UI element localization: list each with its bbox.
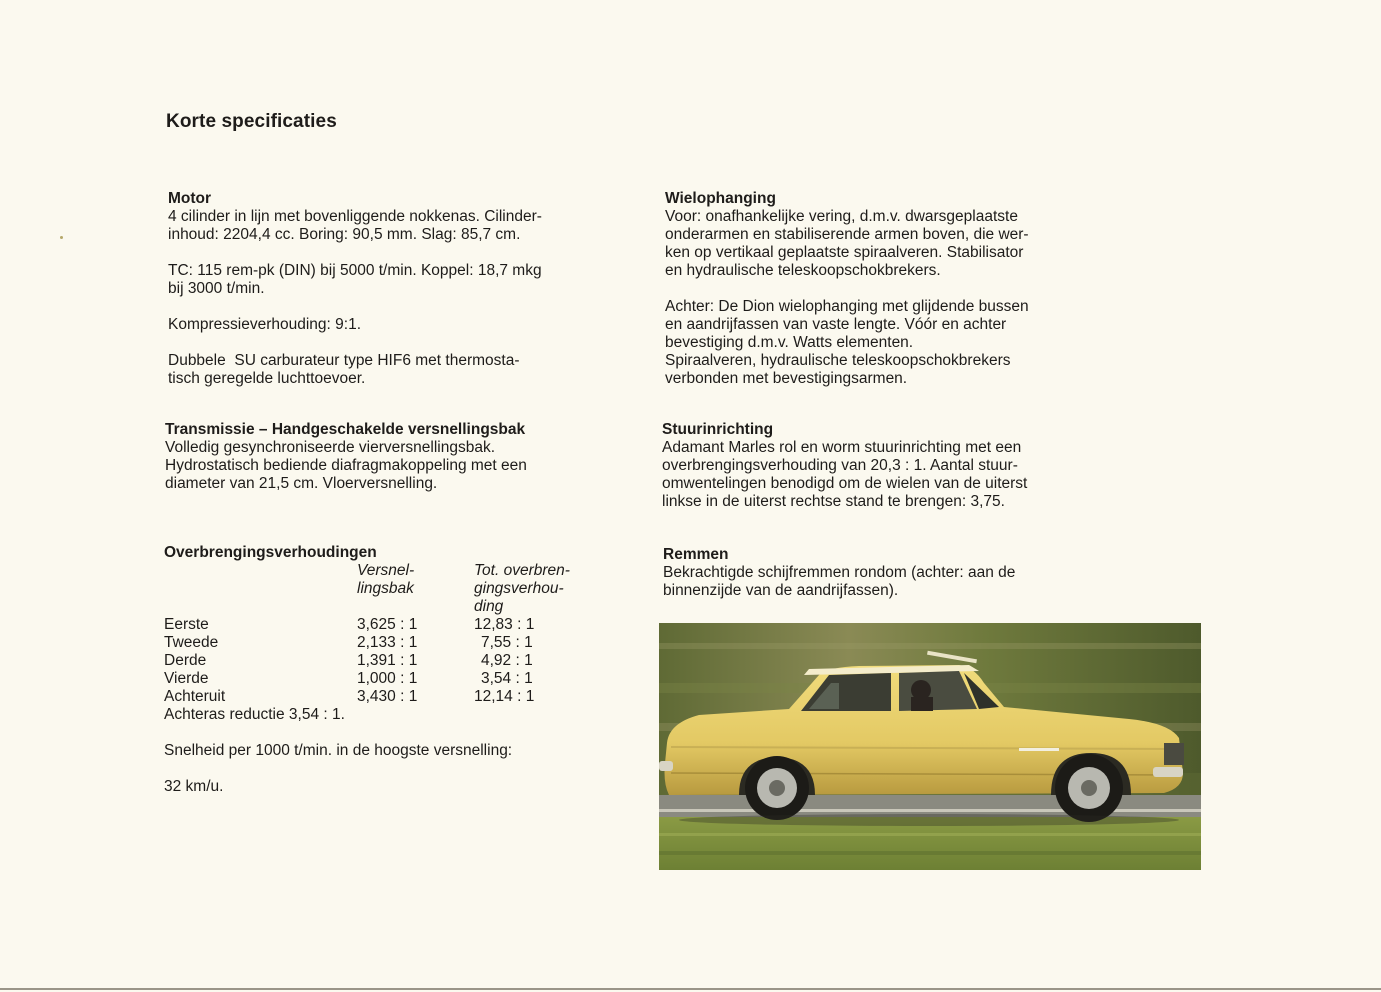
rear-suspension-line: Spiraalveren, hydraulische teleskoopschokbrekers <box>665 352 1011 369</box>
rear-suspension-line: bevestiging d.m.v. Watts elementen. <box>665 334 914 351</box>
gear-name: Eerste <box>164 616 209 633</box>
gear-table-header <box>164 562 594 616</box>
brakes-line: binnenzijde van de aandrijfassen). <box>663 582 899 599</box>
header-line: Tot. overbren- <box>474 562 570 579</box>
brakes-section <box>663 546 1093 600</box>
motor-tc-line: bij 3000 t/min. <box>168 280 265 297</box>
front-suspension <box>665 208 1095 280</box>
rear-suspension-line: verbonden met bevestigingsarmen. <box>665 370 908 387</box>
table-row <box>164 634 594 652</box>
transmission-section <box>165 421 615 493</box>
motor-power <box>168 262 618 298</box>
suspension-heading: Wielophanging <box>665 190 776 207</box>
speed-note: Snelheid per 1000 t/min. in de hoogste versnelling: <box>164 742 513 759</box>
gear-ratios-section <box>164 544 624 796</box>
gear-name: Tweede <box>164 634 219 651</box>
suspension-section <box>665 190 1095 388</box>
brakes-line: Bekrachtigde schijfremmen rondom (achter: aan de <box>663 564 1016 581</box>
motor-compression: Kompressieverhouding: 9:1. <box>168 316 362 333</box>
brakes-heading: Remmen <box>663 546 729 563</box>
transmission-heading: Transmissie – Handgeschakelde versnellingsbak <box>165 421 526 438</box>
steering-line: overbrengingsverhouding van 20,3 : 1. Aantal stuur- <box>662 457 1018 474</box>
transmission-description <box>165 439 615 493</box>
steering-description <box>662 439 1092 511</box>
motor-carb-line: Dubbele SU carburateur type HIF6 met thermosta- <box>168 352 520 369</box>
steering-line: omwentelingen benodigd om de wielen van de uiterst <box>662 475 1028 492</box>
gearbox-ratio: 1,391 : 1 <box>357 652 418 669</box>
rear-suspension-line: en aandrijfassen van vaste lengte. Vóór en achter <box>665 316 1007 333</box>
motor-line: inhoud: 2204,4 cc. Boring: 90,5 mm. Slag: 85,7 cm. <box>168 226 521 243</box>
paper-speck <box>60 236 63 239</box>
table-row <box>164 652 594 670</box>
gearbox-column-header <box>357 562 474 616</box>
total-ratio: 12,14 : 1 <box>474 688 535 705</box>
front-suspension-line: en hydraulische teleskoopschokbrekers. <box>665 262 941 279</box>
gearbox-ratio: 3,430 : 1 <box>357 688 418 705</box>
header-line: Versnel- <box>357 562 415 579</box>
brakes-description <box>663 564 1093 600</box>
total-ratio: 7,55 : 1 <box>481 634 533 651</box>
steering-section <box>662 421 1092 511</box>
gear-name: Derde <box>164 652 207 669</box>
gearbox-ratio: 3,625 : 1 <box>357 616 418 633</box>
gearbox-ratio: 1,000 : 1 <box>357 670 418 687</box>
header-line: lingsbak <box>357 580 414 597</box>
axle-ratio-note: Achteras reductie 3,54 : 1. <box>164 706 345 723</box>
table-row <box>164 670 594 688</box>
transmission-line: diameter van 21,5 cm. Vloerversnelling. <box>165 475 438 492</box>
gear-name: Vierde <box>164 670 209 687</box>
steering-line: Adamant Marles rol en worm stuurinrichting met een <box>662 439 1022 456</box>
bottom-rule <box>0 988 1381 990</box>
gearbox-ratio: 2,133 : 1 <box>357 634 418 651</box>
transmission-line: Volledig gesynchroniseerde vierversnellingsbak. <box>165 439 495 456</box>
speed-note-value: 32 km/u. <box>164 778 224 795</box>
steering-heading: Stuurinrichting <box>662 421 774 438</box>
steering-line: linkse in de uiterst rechtse stand te brengen: 3,75. <box>662 493 1005 510</box>
front-suspension-line: ken op vertikaal geplaatste spiraalveren. Stabilisator <box>665 244 1024 261</box>
rear-suspension <box>665 298 1095 388</box>
motor-carb-line: tisch geregelde luchttoevoer. <box>168 370 366 387</box>
car-photo <box>659 623 1201 870</box>
motor-line: 4 cilinder in lijn met bovenliggende nokkenas. Cilinder- <box>168 208 542 225</box>
gear-ratios-heading: Overbrengingsverhoudingen <box>164 544 377 561</box>
total-ratio: 4,92 : 1 <box>481 652 533 669</box>
motor-heading: Motor <box>168 190 212 207</box>
transmission-line: Hydrostatisch bediende diafragmakoppeling met een <box>165 457 527 474</box>
total-ratio: 3,54 : 1 <box>481 670 533 687</box>
gear-name: Achteruit <box>164 688 226 705</box>
front-suspension-line: onderarmen en stabiliserende armen boven, die wer- <box>665 226 1029 243</box>
header-line: gingsverhou- <box>474 580 564 597</box>
page-title: Korte specificaties <box>166 111 337 132</box>
front-suspension-line: Voor: onafhankelijke vering, d.m.v. dwarsgeplaatste <box>665 208 1018 225</box>
header-line: ding <box>474 598 504 615</box>
motor-section <box>168 190 618 388</box>
motor-description <box>168 208 618 244</box>
gear-ratios-table <box>164 562 594 706</box>
total-ratio: 12,83 : 1 <box>474 616 535 633</box>
total-ratio-column-header <box>474 562 594 616</box>
table-row <box>164 688 594 706</box>
table-row <box>164 616 594 634</box>
motor-carburettor <box>168 352 618 388</box>
rear-suspension-line: Achter: De Dion wielophanging met glijdende bussen <box>665 298 1029 315</box>
gear-notes <box>164 706 624 796</box>
motor-tc-line: TC: 115 rem-pk (DIN) bij 5000 t/min. Koppel: 18,7 mkg <box>168 262 542 279</box>
